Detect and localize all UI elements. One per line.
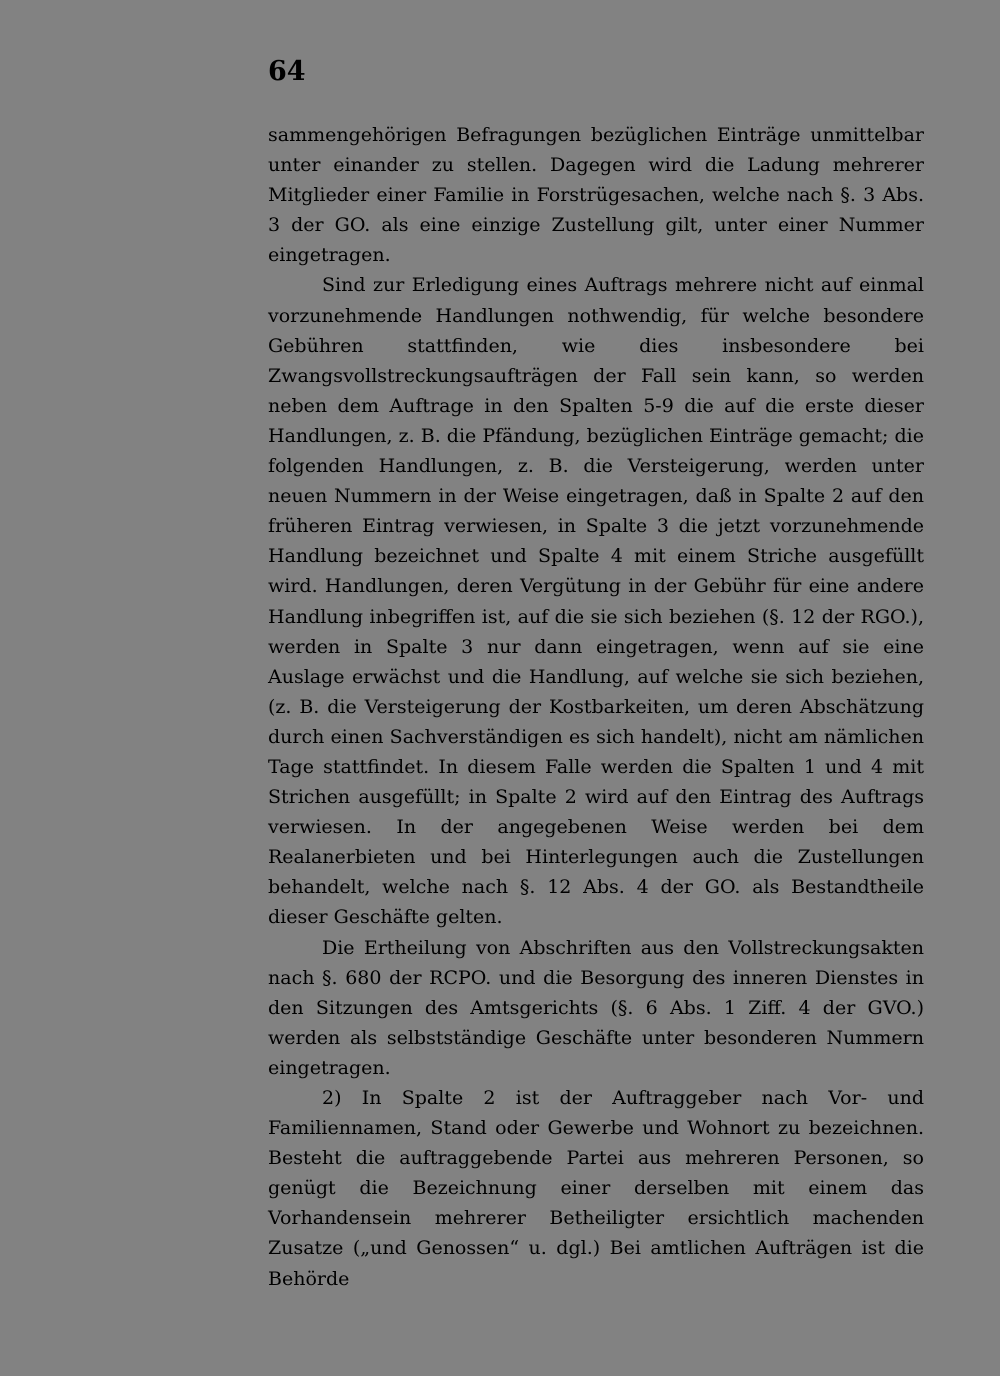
paragraph-continuation: sammengehörigen Befragungen bezüglichen Einträge unmittelbar unter einander zu stellen. Dagegen wird die Ladung mehrerer Mitglieder einer Familie in Forstrügesachen, welche nach §. 3 Abs. 3 der GO. als eine einzige Zustellung gilt, unter einer Nummer eingetragen. [268, 124, 924, 267]
page-number: 64 [268, 56, 306, 87]
text-body [268, 120, 924, 1294]
paragraph-copies: Die Ertheilung von Abschriften aus den Vollstreckungsakten nach §. 680 der RCPO. und die Besorgung des inneren Dienstes in den Sitzungen des Amtsgerichts (§. 6 Abs. 1 Ziff. 4 der GVO.) werden als selbstständige Geschäfte unter besonderen Nummern eingetragen. [268, 936, 924, 1079]
paragraph-column-two: 2) In Spalte 2 ist der Auftraggeber nach Vor- und Familiennamen, Stand oder Gewerbe und Wohnort zu bezeichnen. Besteht die auftraggebende Partei aus mehreren Personen, so genügt die Bezeichnung einer derselben mit einem das Vorhandensein mehrerer Betheiligter ersichtlich machenden Zusatze („und Genossen“ u. dgl.) Bei amtlichen Aufträgen ist die Behörde [268, 1087, 924, 1290]
paragraph-multiple-actions: Sind zur Erledigung eines Auftrags mehrere nicht auf einmal vorzunehmende Handlungen nothwendig, für welche besondere Gebühren stattfinden, wie dies insbesondere bei Zwangsvollstreckungsaufträgen der Fall sein kann, so werden neben dem Auftrage in den Spalten 5-9 die auf die erste dieser Handlungen, z. B. die Pfändung, bezüglichen Einträge gemacht; die folgenden Handlungen, z. B. die Versteigerung, werden unter neuen Nummern in der Weise eingetragen, daß in Spalte 2 auf den früheren Eintrag verwiesen, in Spalte 3 die jetzt vorzunehmende Handlung bezeichnet und Spalte 4 mit einem Striche ausgefüllt wird. Handlungen, deren Vergütung in der Gebühr für eine andere Handlung inbegriffen ist, auf die sie sich beziehen (§. 12 der RGO.), werden in Spalte 3 nur dann eingetragen, wenn auf sie eine Auslage erwächst und die Handlung, auf welche sie sich beziehen, (z. B. die Versteigerung der Kostbarkeiten, um deren Abschätzung durch einen Sachverständigen es sich handelt), nicht am nämlichen Tage stattfindet. In diesem Falle werden die Spalten 1 und 4 mit Strichen ausgefüllt; in Spalte 2 wird auf den Eintrag des Auftrags verwiesen. In der angegebenen Weise werden bei dem Realanerbieten und bei Hinterlegungen auch die Zustellungen behandelt, welche nach §. 12 Abs. 4 der GO. als Bestandtheile dieser Geschäfte gelten. [268, 274, 924, 929]
